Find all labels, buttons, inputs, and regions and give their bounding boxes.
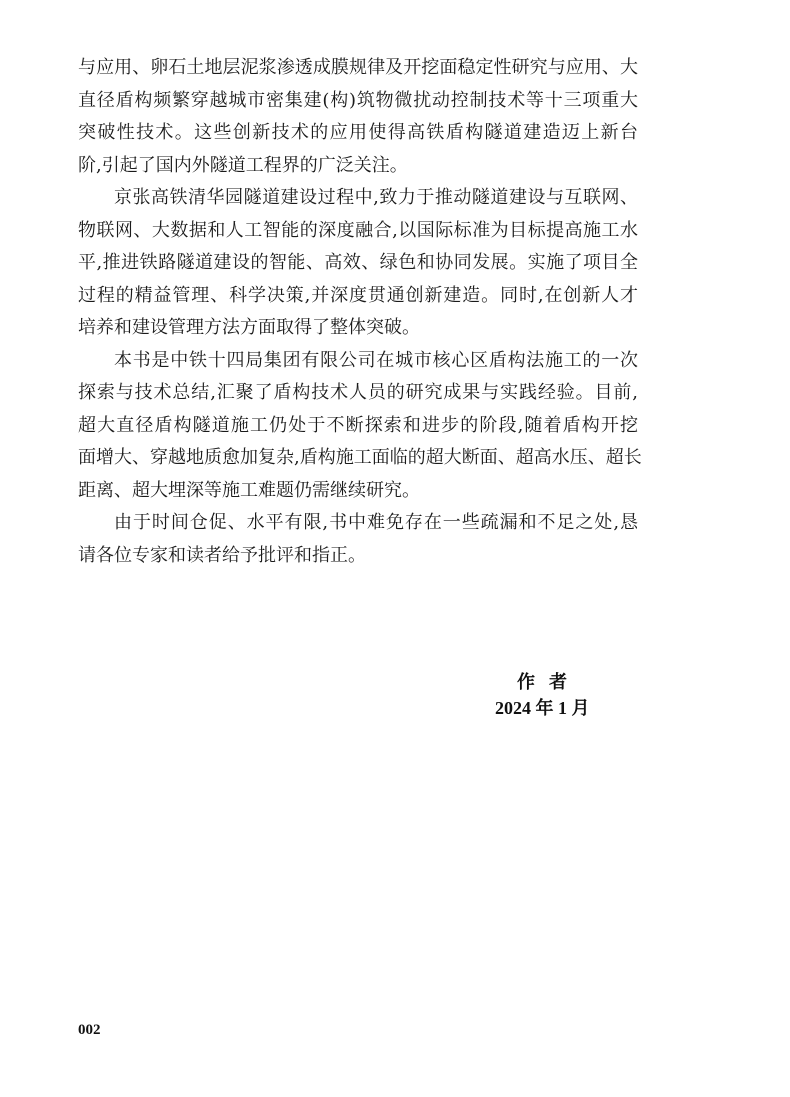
text-line: 直径盾构频繁穿越城市密集建(构)筑物微扰动控制技术等十三项重大 — [78, 89, 638, 111]
text-line: 培养和建设管理方法方面取得了整体突破。 — [78, 317, 420, 338]
paragraph-3 — [78, 345, 642, 508]
paragraph-4 — [78, 507, 638, 572]
signature-date: 2024 年 1 月 — [495, 698, 590, 718]
text-line: 过程的精益管理、科学决策,并深度贯通创新建造。同时,在创新人才 — [78, 284, 638, 306]
text-line: 突破性技术。这些创新技术的应用使得高铁盾构隧道建造迈上新台 — [78, 122, 638, 143]
text-line: 本书是中铁十四局集团有限公司在城市核心区盾构法施工的一次 — [114, 349, 638, 371]
text-line: 由于时间仓促、水平有限,书中难免存在一些疏漏和不足之处,恳 — [114, 512, 638, 533]
text-line: 超大直径盾构隧道施工仍处于不断探索和进步的阶段,随着盾构开挖 — [78, 414, 638, 436]
preface-body — [78, 52, 642, 572]
text-line: 面增大、穿越地质愈加复杂,盾构施工面临的超大断面、超高水压、超长 — [78, 447, 642, 468]
author-signature: 作者 — [517, 672, 581, 692]
text-line: 阶,引起了国内外隧道工程界的广泛关注。 — [78, 154, 408, 176]
text-line: 距离、超大埋深等施工难题仍需继续研究。 — [78, 479, 420, 501]
text-line: 京张高铁清华园隧道建设过程中,致力于推动隧道建设与互联网、 — [114, 187, 638, 208]
text-line: 平,推进铁路隧道建设的智能、高效、绿色和协同发展。实施了项目全 — [78, 252, 638, 273]
page-number: 002 — [78, 1022, 101, 1038]
text-line: 与应用、卵石土地层泥浆渗透成膜规律及开挖面稳定性研究与应用、大 — [78, 57, 638, 78]
paragraph-1 — [78, 52, 638, 182]
paragraph-2 — [78, 182, 638, 345]
text-line: 物联网、大数据和人工智能的深度融合,以国际标准为目标提高施工水 — [78, 219, 638, 241]
text-line: 探索与技术总结,汇聚了盾构技术人员的研究成果与实践经验。目前, — [78, 382, 638, 403]
text-line: 请各位专家和读者给予批评和指正。 — [78, 544, 366, 566]
